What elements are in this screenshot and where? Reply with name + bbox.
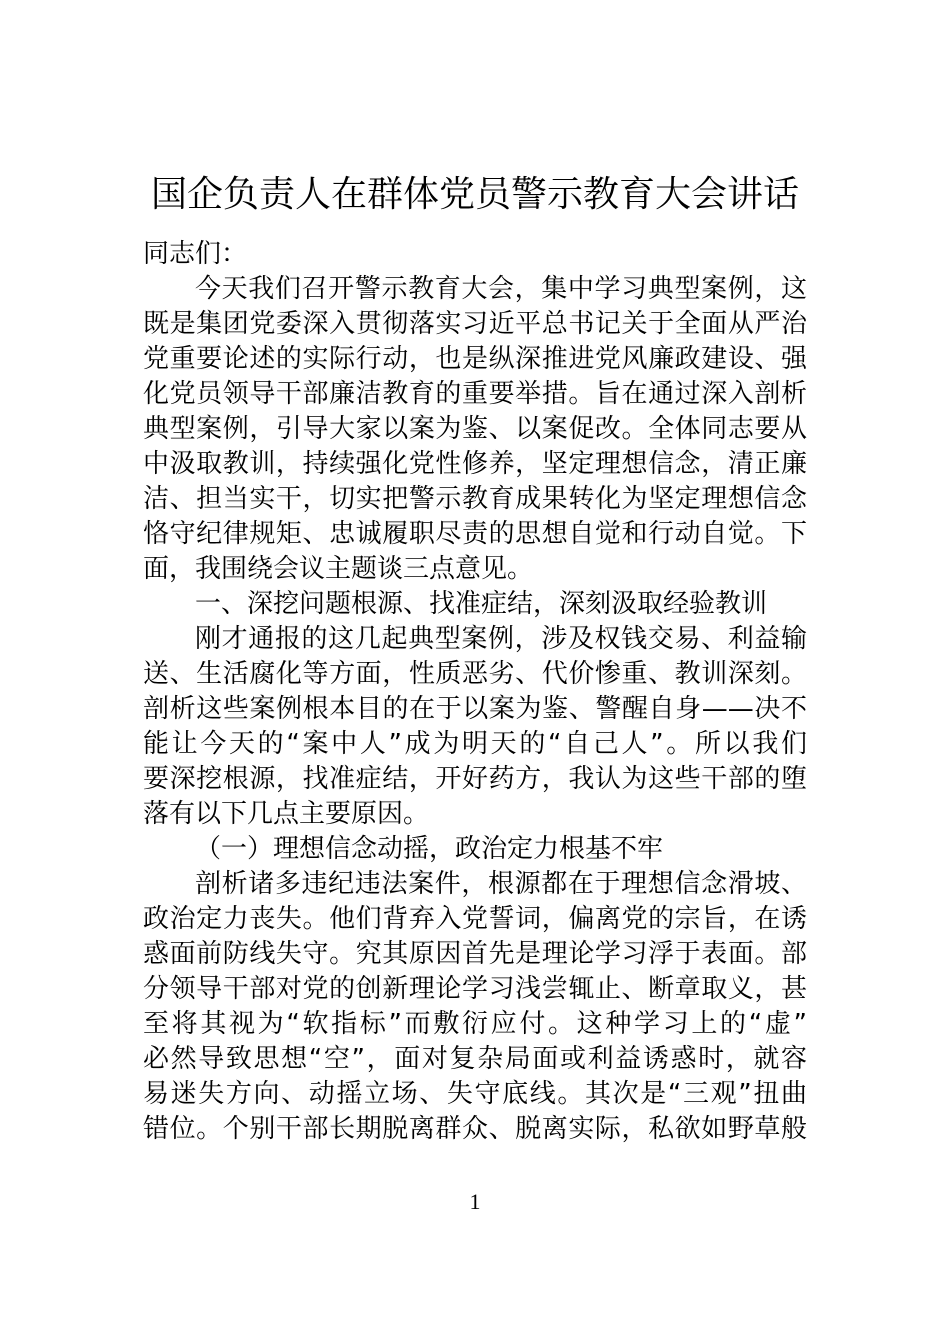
text-line: 政治定力丧失。他们背弃入党誓词，偏离党的宗旨，在诱: [143, 904, 807, 934]
text-line: （一）理想信念动摇，政治定力根基不牢: [195, 834, 664, 864]
text-line: 刚才通报的这几起典型案例，涉及权钱交易、利益输: [195, 624, 807, 654]
text-line: 易迷失方向、动摇立场、失守底线。其次是“三观”扭曲: [143, 1079, 807, 1109]
text-line: 化党员领导干部廉洁教育的重要举措。旨在通过深入剖析: [143, 379, 807, 409]
text-line: 要深挖根源，找准症结，开好药方，我认为这些干部的堕: [143, 764, 807, 794]
text-line: 至将其视为“软指标”而敷衍应付。这种学习上的“虚”: [143, 1009, 807, 1039]
text-line: 既是集团党委深入贯彻落实习近平总书记关于全面从严治: [143, 309, 807, 339]
text-line: 惑面前防线失守。究其原因首先是理论学习浮于表面。部: [143, 939, 807, 969]
text-line: 中汲取教训，持续强化党性修养，坚定理想信念，清正廉: [143, 449, 807, 479]
text-line: 典型案例，引导大家以案为鉴、以案促改。全体同志要从: [143, 414, 807, 444]
text-line: 剖析这些案例根本目的在于以案为鉴、警醒自身——决不: [143, 694, 807, 724]
text-line: 面，我围绕会议主题谈三点意见。: [143, 554, 534, 584]
text-line: 剖析诸多违纪违法案件，根源都在于理想信念滑坡、: [195, 869, 807, 899]
text-line: 党重要论述的实际行动，也是纵深推进党风廉政建设、强: [143, 344, 807, 374]
text-line: 送、生活腐化等方面，性质恶劣、代价惨重、教训深刻。: [143, 659, 807, 689]
text-line: 分领导干部对党的创新理论学习浅尝辄止、断章取义，甚: [143, 974, 807, 1004]
document-body: [143, 237, 807, 1147]
text-line: 错位。个别干部长期脱离群众、脱离实际，私欲如野草般: [143, 1114, 807, 1144]
page-number: 1: [469, 1189, 481, 1214]
text-line: 恪守纪律规矩、忠诚履职尽责的思想自觉和行动自觉。下: [143, 519, 807, 549]
document-title: 国企负责人在群体党员警示教育大会讲话: [150, 174, 799, 215]
text-line: 落有以下几点主要原因。: [143, 799, 430, 829]
text-line: 同志们：: [143, 239, 248, 269]
text-line: 一、深挖问题根源、找准症结，深刻汲取经验教训: [195, 589, 768, 619]
text-line: 能让今天的“案中人”成为明天的“自己人”。所以我们: [143, 729, 807, 759]
text-line: 必然导致思想“空”，面对复杂局面或利益诱惑时，就容: [143, 1044, 807, 1074]
text-line: 洁、担当实干，切实把警示教育成果转化为坚定理想信念: [143, 484, 807, 514]
text-line: 今天我们召开警示教育大会，集中学习典型案例，这: [195, 274, 807, 304]
